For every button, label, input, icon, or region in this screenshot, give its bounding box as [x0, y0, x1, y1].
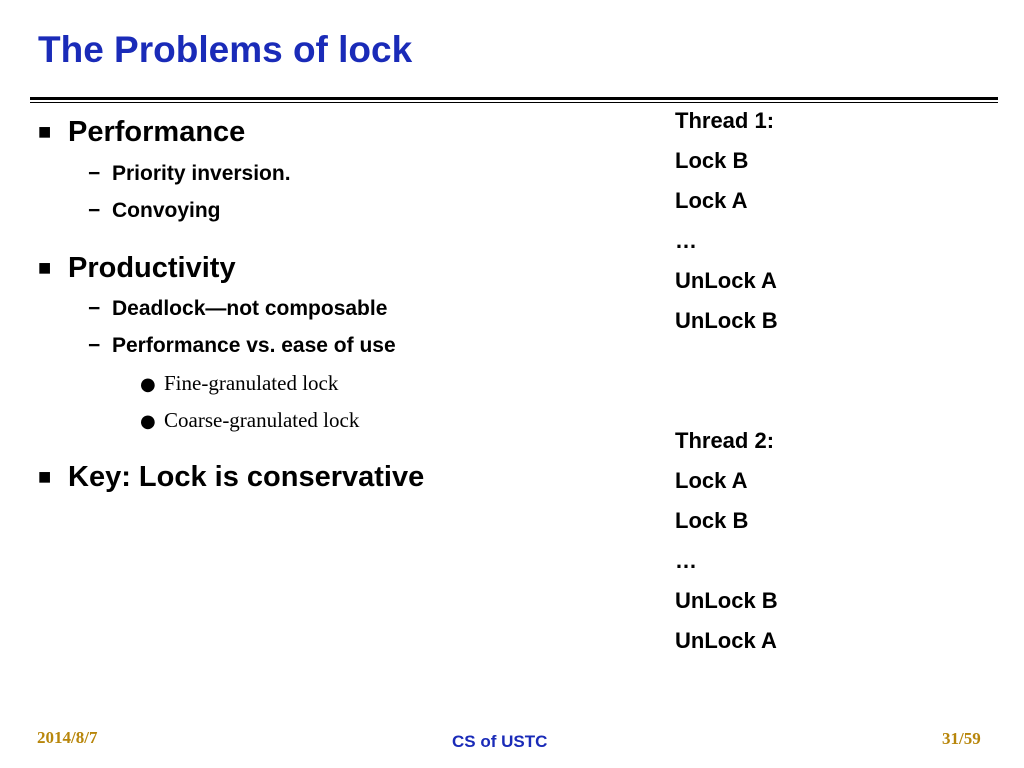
code-line: UnLock B	[675, 588, 778, 613]
square-bullet-icon: ■	[38, 255, 52, 280]
footer-page-number: 31/59	[942, 729, 981, 748]
outline-item-label: Key: Lock is conservative	[68, 461, 425, 493]
thread-spacer	[675, 346, 778, 386]
dash-bullet-icon: −	[88, 162, 101, 185]
square-bullet-icon: ■	[38, 464, 52, 489]
outline-item-label: Productivity	[68, 252, 236, 284]
outline-subsubitem-label: Coarse-granulated lock	[164, 408, 360, 432]
title-divider-thick	[30, 97, 998, 100]
outline-subsubitem-coarse-granulated	[140, 407, 359, 435]
code-line: UnLock A	[675, 268, 777, 293]
round-bullet-icon: ●	[140, 374, 156, 395]
thread-code-column	[675, 106, 778, 666]
dash-bullet-icon: −	[88, 334, 101, 357]
code-line: UnLock B	[675, 308, 778, 333]
footer-center-text: CS of USTC	[452, 732, 548, 751]
code-line: Lock A	[675, 468, 748, 493]
outline-subitem-label: Performance vs. ease of use	[112, 334, 396, 357]
outline-item-performance	[38, 115, 245, 149]
code-line: Lock A	[675, 188, 748, 213]
outline-subitem-label: Priority inversion.	[112, 162, 291, 185]
outline-subitem-convoying	[88, 198, 221, 224]
outline-item-key	[38, 460, 424, 494]
footer-date: 2014/8/7	[37, 728, 98, 747]
code-line: UnLock A	[675, 628, 777, 653]
thread-spacer	[675, 386, 778, 426]
code-line: Lock B	[675, 508, 749, 533]
title-divider-thin	[30, 102, 998, 103]
outline-subsubitem-label: Fine-granulated lock	[164, 371, 339, 395]
dash-bullet-icon: −	[88, 199, 101, 222]
outline-subitem-deadlock	[88, 296, 387, 322]
thread-2-heading: Thread 2:	[675, 428, 775, 453]
thread-2-block	[675, 426, 778, 666]
square-bullet-icon: ■	[38, 119, 52, 144]
slide-title: The Problems of lock	[38, 29, 413, 70]
outline-subitem-label: Deadlock—not composable	[112, 297, 388, 320]
outline-subitem-priority-inversion	[88, 161, 291, 187]
outline-subsubitem-fine-granulated	[140, 370, 338, 398]
code-line: Lock B	[675, 148, 749, 173]
thread-1-heading: Thread 1:	[675, 108, 775, 133]
thread-1-block	[675, 106, 778, 346]
dash-bullet-icon: −	[88, 297, 101, 320]
outline-subitem-label: Convoying	[112, 199, 221, 222]
outline-item-label: Performance	[68, 116, 246, 148]
outline-subitem-performance-vs-ease	[88, 333, 396, 359]
round-bullet-icon: ●	[140, 411, 156, 432]
code-line: …	[675, 548, 697, 573]
code-line: …	[675, 228, 697, 253]
outline-item-productivity	[38, 251, 236, 285]
